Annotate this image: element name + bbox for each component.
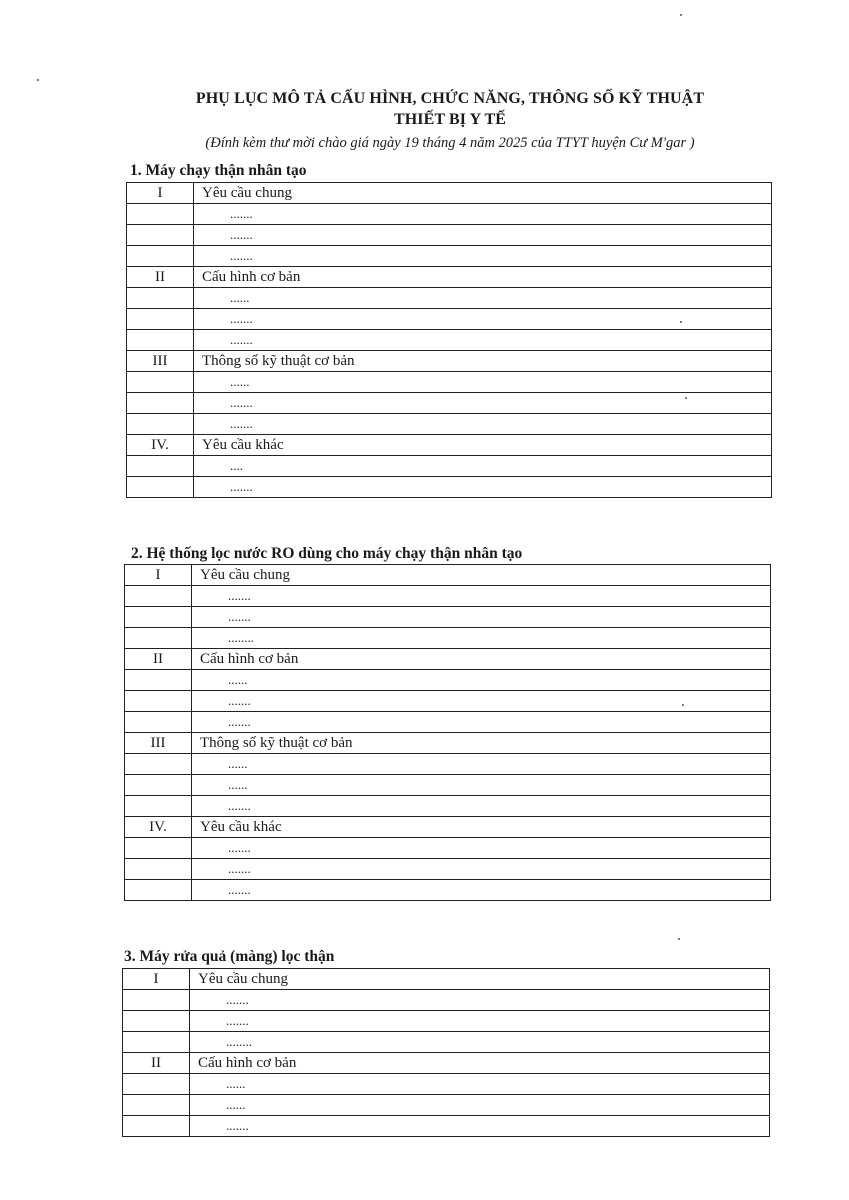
row-placeholder: ....... [192,880,771,901]
row-number [125,859,192,880]
row-heading: Yêu cầu chung [192,565,771,586]
row-placeholder: ...... [190,1095,770,1116]
row-number [123,1074,190,1095]
table-row [127,309,772,330]
section-1-table [126,182,772,498]
row-number [125,691,192,712]
row-placeholder: ....... [192,712,771,733]
row-placeholder: ....... [194,414,772,435]
table-row [123,1095,770,1116]
row-number [127,225,194,246]
row-number [123,1116,190,1137]
row-number [125,754,192,775]
row-heading: Thông số kỹ thuật cơ bản [194,351,772,372]
table-row [123,990,770,1011]
row-placeholder: ...... [190,1074,770,1095]
row-number [125,838,192,859]
table-row [127,456,772,477]
scan-speck [678,938,680,940]
row-placeholder: ....... [194,330,772,351]
row-number [127,414,194,435]
row-heading: Yêu cầu khác [192,817,771,838]
table-row [125,838,771,859]
table-row [125,712,771,733]
row-placeholder: ...... [192,775,771,796]
row-placeholder: ...... [192,754,771,775]
row-number [127,456,194,477]
row-number: I [127,183,194,204]
row-number: IV. [127,435,194,456]
scan-speck [685,397,687,399]
row-number: III [127,351,194,372]
table-row [125,817,771,838]
row-number: II [125,649,192,670]
row-number [127,309,194,330]
row-heading: Cấu hình cơ bản [190,1053,770,1074]
row-heading: Cấu hình cơ bản [194,267,772,288]
table-row [127,267,772,288]
row-number [127,246,194,267]
row-placeholder: ....... [194,477,772,498]
row-number [125,796,192,817]
table-row [125,775,771,796]
row-number [127,204,194,225]
table-row [127,330,772,351]
row-placeholder: ....... [192,796,771,817]
table-row [127,225,772,246]
row-number [123,1095,190,1116]
row-number [127,393,194,414]
table-row [125,880,771,901]
section-2-heading: 2. Hệ thống lọc nước RO dùng cho máy chạy thận nhân tạo [131,545,523,562]
row-placeholder: ....... [190,1116,770,1137]
row-number: II [123,1053,190,1074]
scan-speck [682,704,684,706]
row-number: IV. [125,817,192,838]
table-row [123,1032,770,1053]
row-placeholder: ....... [194,225,772,246]
section-1-heading: 1. Máy chạy thận nhân tạo [130,162,307,179]
table-row [127,351,772,372]
table-row [127,204,772,225]
row-number [123,1032,190,1053]
row-placeholder: .... [194,456,772,477]
table-row [123,1116,770,1137]
scan-speck [37,79,39,81]
table-row [123,1074,770,1095]
row-number [127,330,194,351]
table-row [125,607,771,628]
row-placeholder: ....... [194,246,772,267]
table-row [123,1011,770,1032]
document-title-line2: THIẾT BỊ Y TẾ [393,111,507,128]
row-number [127,477,194,498]
table-row [125,691,771,712]
row-heading: Cấu hình cơ bản [192,649,771,670]
table-row [125,628,771,649]
table-row [127,414,772,435]
row-number [125,628,192,649]
row-placeholder: ....... [192,586,771,607]
section-3-heading: 3. Máy rửa quả (màng) lọc thận [124,948,335,965]
row-placeholder: ....... [192,691,771,712]
row-placeholder: ....... [190,1011,770,1032]
row-placeholder: ....... [192,838,771,859]
row-placeholder: ...... [194,372,772,393]
table-row [127,246,772,267]
table-row [127,183,772,204]
document-title: PHỤ LỤC MÔ TẢ CẤU HÌNH, CHỨC NĂNG, THÔNG SỐ KỸ THUẬT [195,90,705,107]
table-row [123,1053,770,1074]
table-row [125,670,771,691]
scan-speck [680,321,682,323]
table-row [125,796,771,817]
row-number [125,775,192,796]
section-2-table [124,564,771,901]
table-row [125,733,771,754]
table-row [127,435,772,456]
row-number [125,880,192,901]
table-row [125,754,771,775]
row-heading: Yêu cầu chung [190,969,770,990]
section-3-table [122,968,770,1137]
row-placeholder: ...... [192,670,771,691]
row-number: I [125,565,192,586]
row-placeholder: ....... [190,990,770,1011]
row-placeholder: ........ [190,1032,770,1053]
row-placeholder: ....... [194,309,772,330]
table-row [127,477,772,498]
row-number: I [123,969,190,990]
table-row [125,565,771,586]
row-number: III [125,733,192,754]
row-number [125,670,192,691]
table-row [123,969,770,990]
row-placeholder: ........ [192,628,771,649]
table-row [125,586,771,607]
row-number [123,990,190,1011]
row-heading: Yêu cầu chung [194,183,772,204]
row-placeholder: ...... [194,288,772,309]
document-subtitle: (Đính kèm thư mời chào giá ngày 19 tháng 4 năm 2025 của TTYT huyện Cư M'gar ) [205,135,695,151]
table-row [125,859,771,880]
row-number [123,1011,190,1032]
row-heading: Thông số kỹ thuật cơ bản [192,733,771,754]
row-number: II [127,267,194,288]
table-row [127,288,772,309]
row-placeholder: ....... [194,393,772,414]
row-placeholder: ....... [192,607,771,628]
table-row [127,393,772,414]
row-heading: Yêu cầu khác [194,435,772,456]
row-number [125,607,192,628]
row-number [127,288,194,309]
row-number [125,586,192,607]
scan-speck [680,14,682,16]
row-placeholder: ....... [192,859,771,880]
row-placeholder: ....... [194,204,772,225]
table-row [127,372,772,393]
table-row [125,649,771,670]
row-number [125,712,192,733]
row-number [127,372,194,393]
